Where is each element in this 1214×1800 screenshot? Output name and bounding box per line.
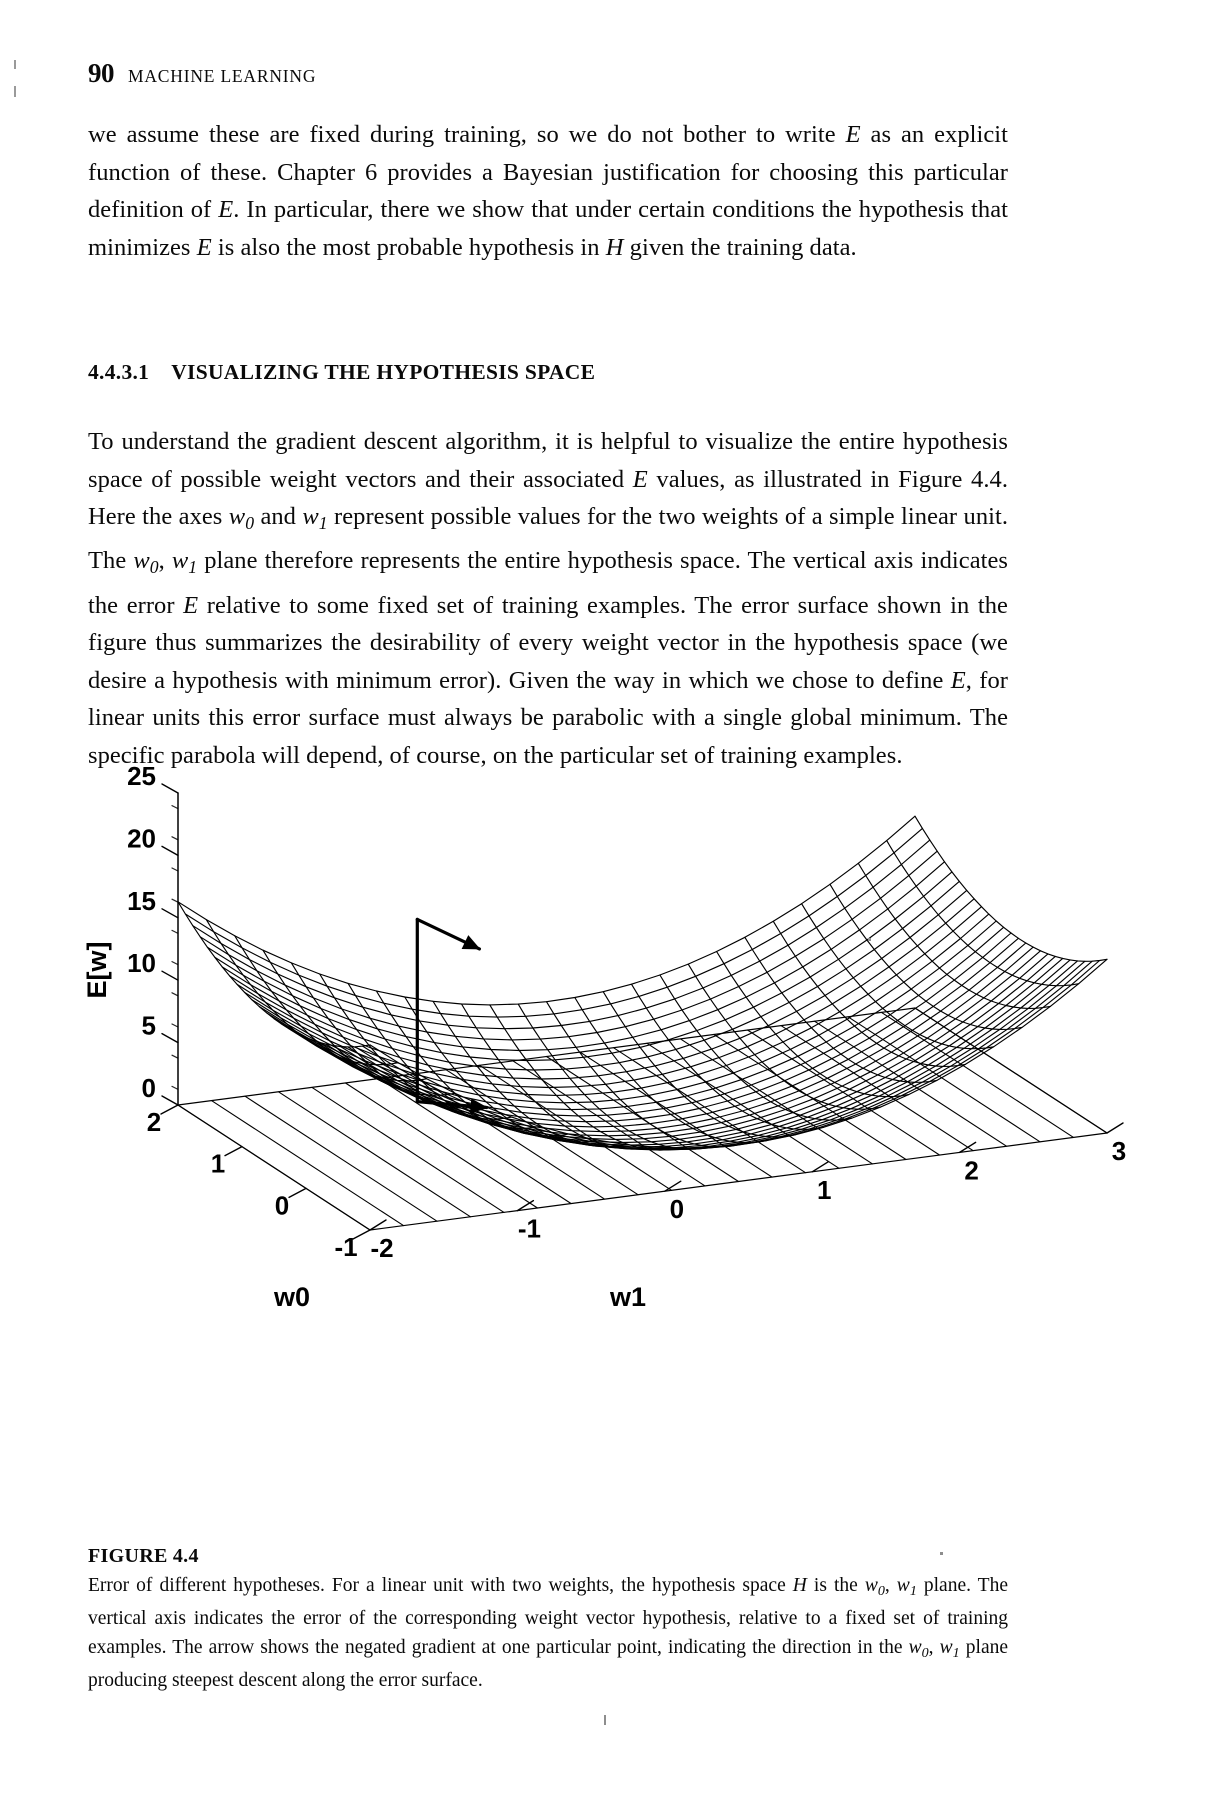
z-tick-label: 20 [127, 823, 156, 854]
cap-1: Error of different hypotheses. For a linear unit with two weights, the hypothesis space [88, 1575, 793, 1596]
cap-2: is the [806, 1575, 865, 1596]
p1-math-H: H [605, 233, 624, 261]
scan-artifact [14, 86, 16, 97]
figure-caption-block [88, 1545, 1008, 1696]
error-surface-plot [60, 760, 1127, 1320]
cap-math-w1-a-sub: 1 [909, 1582, 917, 1599]
cap-math-w1-b: w [939, 1636, 953, 1658]
cap-math-w0-b-sub: 0 [921, 1644, 929, 1661]
paragraph-one [88, 116, 1008, 266]
scan-artifact [14, 60, 16, 69]
p2-text-4: represent possible values for the two weights of a simple linear unit. The [88, 503, 1009, 575]
p2-math-w0-a-sub: 0 [245, 512, 255, 533]
z-tick-label: 0 [141, 1073, 156, 1103]
plot-tick-labels [82, 761, 1126, 1312]
p2-text-2: values, as illustrated in Figure 4.4. Here the axes [88, 465, 1008, 530]
x-tick-label: -1 [334, 1232, 358, 1262]
scan-speck [940, 1552, 943, 1555]
p2-text-5: , [158, 547, 172, 575]
z-tick-label: 15 [127, 885, 156, 916]
section-title: VISUALIZING THE HYPOTHESIS SPACE [171, 360, 596, 384]
p1-text-d: is also the most probable hypothesis in [211, 233, 606, 261]
section-heading [88, 360, 1008, 385]
z-tick-label: 25 [127, 761, 156, 791]
p2-text-1: To understand the gradient descent algorithm, it is helpful to visualize the entire hypothesis space of possible weight vectors and their associated [88, 428, 1008, 493]
p2-text-3: and [254, 503, 303, 530]
p2-text-6: plane therefore represents the entire hypothesis space. The vertical axis indicates the error [88, 547, 1008, 619]
cap-3: , [884, 1575, 897, 1596]
p2-math-w1-a: w [302, 503, 319, 530]
cap-4: plane. The vertical axis indicates the error of the corresponding weight vector hypothesis, relative to a fixed set of training examples. The arrow shows the negated gradient at one particular point, indicating the direction in the [88, 1575, 1008, 1658]
x-tick-label: 1 [210, 1148, 226, 1179]
cap-math-w0-a: w [864, 1575, 878, 1596]
p2-math-w1-a-sub: 1 [318, 512, 328, 533]
y-tick-label: 1 [816, 1174, 832, 1205]
p2-math-w1-b-sub: 1 [188, 557, 198, 578]
y-tick-label: 3 [1111, 1136, 1127, 1166]
running-title: MACHINE LEARNING [128, 66, 317, 86]
y-axis-title: w1 [609, 1282, 647, 1312]
x-tick-label: 0 [274, 1190, 290, 1221]
paragraph-one-container [88, 116, 1008, 266]
p2-math-w1-b: w [171, 547, 189, 575]
page-number: 90 [88, 58, 114, 88]
x-tick-label: 2 [146, 1107, 162, 1137]
p2-math-w0-b-sub: 0 [149, 557, 159, 578]
p2-text-7: relative to some fixed set of training examples. The error surface shown in the figure thus summarizes the desirability of every weight vector in the hypothesis space (we desire a hypothesis with minimum error). Given the way in which we chose to define [88, 591, 1008, 694]
p2-math-E-2: E [183, 591, 199, 619]
p1-math-E-3: E [196, 233, 212, 261]
scan-speck [868, 938, 871, 941]
p1-text-a: we assume these are fixed during training, so we do not bother to write [88, 121, 846, 148]
p1-math-E-1: E [845, 121, 861, 148]
cap-math-w0-a-sub: 0 [877, 1582, 885, 1599]
p1-text-e: given the training data. [623, 233, 857, 261]
z-tick-label: 10 [127, 948, 156, 979]
y-tick-label: -1 [517, 1213, 541, 1244]
y-tick-label: 2 [964, 1155, 979, 1186]
cap-math-w1-b-sub: 1 [952, 1644, 960, 1661]
cap-6: plane producing steepest descent along the error surface. [88, 1636, 1008, 1692]
x-axis-title: w0 [273, 1282, 311, 1312]
figure-label: FIGURE 4.4 [88, 1545, 199, 1567]
figure-caption-text [88, 1572, 1008, 1696]
cap-math-w1-a: w [896, 1575, 910, 1596]
running-head [88, 58, 316, 89]
cap-math-H: H [792, 1575, 807, 1596]
p2-math-w0-a: w [228, 503, 246, 530]
p2-math-E-1: E [632, 465, 648, 493]
paragraph-two [88, 423, 1008, 774]
y-tick-label: 0 [669, 1194, 685, 1225]
cap-5: , [928, 1636, 940, 1658]
p1-text-b: as an explicit function of these. Chapter 6 provides a Bayesian justification for choosing this particular definition of [88, 121, 1008, 223]
y-tick-label: -2 [370, 1233, 394, 1263]
cap-math-w0-b: w [908, 1636, 922, 1658]
figure-4-4-graphic [60, 760, 1127, 1320]
p2-text-8: , for linear units this error surface must always be parabolic with a single global minimum. The specific parabola will depend, of course, on the particular set of training examples. [88, 666, 1008, 769]
scan-speck [604, 1715, 606, 1725]
z-tick-label: 5 [141, 1010, 156, 1041]
p1-text-c: . In particular, there we show that under certain conditions the hypothesis that minimizes [88, 196, 1008, 261]
p2-math-w0-b: w [133, 547, 150, 575]
p1-math-E-2: E [218, 196, 234, 223]
error-surface-mesh [178, 816, 1107, 1150]
paragraph-two-container [88, 423, 1008, 774]
section-heading-container [88, 360, 1008, 385]
p2-math-E-3: E [950, 666, 966, 694]
section-number: 4.4.3.1 [88, 360, 150, 384]
z-axis-title: E[w] [82, 941, 112, 999]
